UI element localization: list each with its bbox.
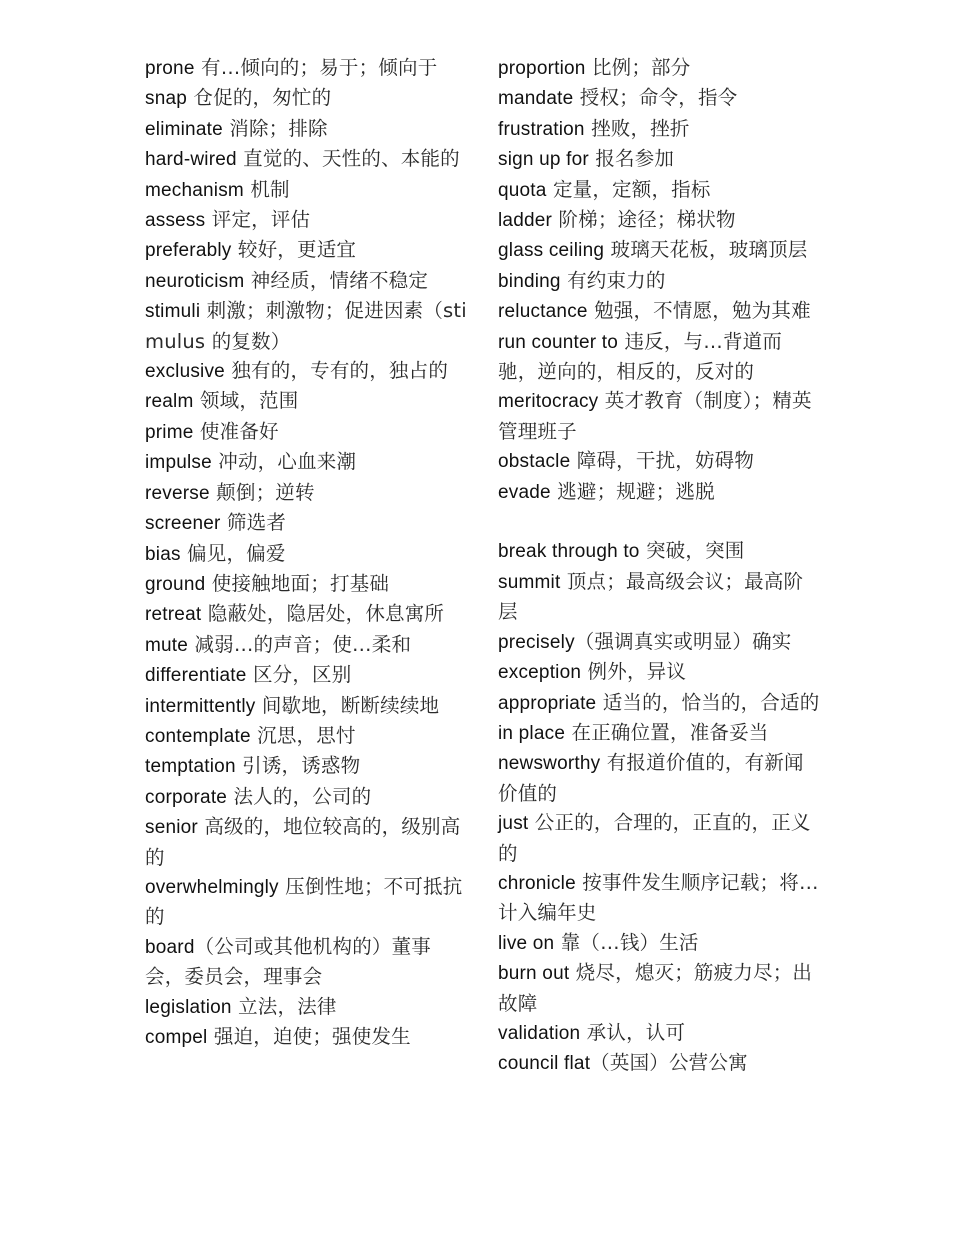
vocab-definition: 报名参加 (588, 147, 675, 171)
vocab-term: screener (145, 513, 221, 535)
vocab-term: validation (498, 1022, 581, 1044)
vocab-definition: 消除；排除 (222, 116, 328, 140)
vocab-definition: 挫败，挫折 (584, 116, 690, 140)
vocab-definition: 沉思，思忖 (250, 723, 356, 747)
vocab-term: burn out (498, 963, 570, 985)
vocab-entry (498, 446, 820, 476)
vocab-term: contemplate (145, 725, 251, 747)
vocab-entry (498, 627, 820, 657)
vocab-entry (498, 808, 820, 868)
vocab-entry (498, 1018, 820, 1048)
vocab-definition: 机制 (243, 177, 290, 201)
vocab-definition: 法人的，公司的 (227, 784, 372, 808)
vocab-term: ground (145, 573, 206, 595)
vocab-entry (498, 477, 820, 507)
vocab-term: corporate (145, 786, 228, 808)
vocab-term: preferably (145, 240, 232, 262)
vocab-definition: 隐蔽处，隐居处，休息寓所 (201, 602, 445, 626)
vocab-definition: 压倒性地；不可抵抗的 (145, 874, 463, 929)
right-column (498, 53, 820, 1079)
vocab-entry (498, 748, 820, 808)
vocab-definition: 评定，评估 (205, 208, 311, 232)
vocab-term: evade (498, 481, 551, 503)
vocab-entry (145, 812, 470, 872)
vocab-term: run counter to (498, 331, 619, 353)
vocab-term: neuroticism (145, 270, 245, 292)
vocab-entry (145, 1022, 470, 1052)
vocab-term: reluctance (498, 301, 588, 323)
vocab-definition: 立法，法律 (231, 994, 337, 1018)
vocab-entry (498, 175, 820, 205)
vocab-term: quota (498, 179, 547, 201)
vocab-definition: 使准备好 (193, 419, 279, 443)
vocab-term: prime (145, 421, 194, 443)
vocab-definition: 承认，认可 (580, 1020, 686, 1044)
vocab-term: stimuli (145, 301, 201, 323)
vocab-entry (145, 872, 470, 932)
vocab-term: proportion (498, 58, 586, 79)
vocab-term: just (498, 813, 529, 835)
vocab-term: break through to (498, 541, 640, 563)
vocab-definition: 强迫，迫使；强使发生 (207, 1025, 411, 1048)
vocab-term: meritocracy (498, 391, 599, 413)
vocab-entry (498, 657, 820, 687)
vocab-entry (145, 660, 470, 690)
vocab-term: senior (145, 817, 198, 839)
vocab-term: overwhelmingly (145, 876, 279, 898)
vocab-entry (498, 1048, 820, 1078)
vocab-term: exclusive (145, 361, 225, 383)
vocab-term: impulse (145, 452, 212, 474)
vocab-entry (145, 266, 470, 296)
vocab-definition: 有约束力的 (560, 268, 666, 292)
vocab-term: mute (145, 634, 189, 656)
vocab-term: prone (145, 58, 195, 79)
left-column (145, 53, 470, 1052)
vocab-term: retreat (145, 604, 202, 626)
vocab-entry (145, 569, 470, 599)
vocab-term: chronicle (498, 872, 576, 894)
vocab-definition: 筛选者 (220, 511, 287, 535)
vocab-definition: 有…倾向的；易于；倾向于 (194, 56, 438, 79)
vocab-definition: 按事件发生顺序记载；将…计入编年史 (498, 870, 819, 925)
vocab-definition: 比例；部分 (585, 56, 691, 79)
vocab-entry (145, 691, 470, 721)
vocab-definition: 例外，异议 (581, 660, 687, 684)
vocab-term: assess (145, 210, 206, 232)
vocab-entry (145, 114, 470, 144)
vocab-definition: 障碍，干扰，妨碍物 (570, 449, 755, 473)
vocab-entry (498, 114, 820, 144)
vocab-term: summit (498, 571, 561, 593)
vocab-definition: 减弱…的声音；使…柔和 (188, 632, 412, 656)
vocab-entry (498, 235, 820, 265)
vocab-entry (498, 144, 820, 174)
vocab-definition: 公正的，合理的，正直的，正义的 (498, 811, 811, 865)
vocab-entry (498, 205, 820, 235)
vocab-term: binding (498, 270, 561, 292)
vocab-definition: 有报道价值的，有新闻价值的 (498, 751, 804, 805)
vocab-term: glass ceiling (498, 240, 605, 262)
vocab-definition: 适当的，恰当的，合适的 (596, 690, 820, 714)
vocab-term: bias (145, 543, 181, 565)
vocab-entry (145, 53, 470, 83)
vocab-term: in place (498, 722, 566, 744)
vocab-entry (145, 205, 470, 235)
vocab-definition: 阶梯；途径；梯状物 (552, 208, 736, 232)
vocab-definition: 冲动，心血来潮 (211, 450, 357, 474)
vocab-definition: 顶点；最高级会议；最高阶层 (498, 569, 804, 624)
vocab-term: eliminate (145, 118, 223, 140)
vocab-entry (145, 508, 470, 538)
vocab-definition: 在正确位置，准备妥当 (565, 720, 769, 744)
vocab-entry (498, 266, 820, 296)
vocab-entry (145, 782, 470, 812)
vocab-entry (145, 83, 470, 113)
vocab-definition: 违反，与…背道而驰，逆向的，相反的，反对的 (498, 329, 783, 384)
vocab-entry (498, 718, 820, 748)
vocab-term: mandate (498, 88, 574, 110)
vocab-entry (498, 688, 820, 718)
vocab-definition: 勉强，不情愿，勉为其难 (587, 299, 811, 323)
vocab-term: legislation (145, 996, 232, 1018)
vocab-entry (145, 296, 470, 356)
vocab-term: temptation (145, 756, 236, 778)
vocab-entry (145, 721, 470, 751)
vocab-entry (498, 536, 820, 566)
vocab-entry (145, 417, 470, 447)
vocab-definition: 偏见，偏爱 (180, 541, 286, 565)
vocab-term: appropriate (498, 692, 597, 714)
vocab-definition: 烧尽，熄灭；筋疲力尽；出故障 (498, 961, 813, 1015)
vocab-definition: 神经质，情绪不稳定 (244, 268, 429, 292)
vocab-term: differentiate (145, 665, 247, 687)
vocab-entry (498, 83, 820, 113)
vocab-entry (145, 751, 470, 781)
vocab-entry (145, 992, 470, 1022)
vocab-term: precisely (498, 631, 575, 653)
vocab-entry (498, 868, 820, 928)
vocab-entry (498, 386, 820, 446)
vocab-term: council flat (498, 1053, 591, 1075)
vocab-term: newsworthy (498, 753, 601, 775)
vocab-definition: 较好，更适宜 (231, 238, 357, 262)
vocab-definition: 仓促的，匆忙的 (187, 86, 332, 110)
vocab-entry (498, 327, 820, 387)
vocab-entry (145, 356, 470, 386)
vocab-term: sign up for (498, 149, 589, 171)
vocab-definition: 直觉的、天性的、本能的 (236, 147, 460, 171)
vocab-definition: （公司或其他机构的）董事会，委员会，理事会 (145, 934, 432, 989)
vocab-entry (145, 175, 470, 205)
vocab-entry (145, 235, 470, 265)
vocab-entry (498, 53, 820, 83)
vocab-definition: 定量，定额，指标 (546, 177, 711, 201)
vocab-entry (498, 567, 820, 627)
vocab-definition: 玻璃天花板，玻璃顶层 (604, 238, 808, 262)
vocab-term: obstacle (498, 451, 571, 473)
vocab-definition: 高级的，地位较高的，级别高的 (145, 815, 461, 869)
vocab-definition: 区分，区别 (246, 663, 352, 687)
vocab-definition: 独有的，专有的，独占的 (224, 359, 449, 383)
vocab-definition: 逃避；规避；逃脱 (550, 479, 715, 503)
vocab-definition: 授权；命令，指令 (573, 86, 738, 110)
vocab-term: exception (498, 662, 582, 684)
vocab-term: mechanism (145, 179, 244, 201)
vocab-term: snap (145, 88, 188, 110)
vocab-term: hard-wired (145, 149, 237, 171)
vocab-term: reverse (145, 482, 210, 504)
vocab-definition: 英才教育（制度）；精英管理班子 (498, 389, 812, 443)
vocab-term: ladder (498, 210, 553, 232)
vocab-entry (498, 296, 820, 326)
vocab-definition: 靠（…钱）生活 (554, 930, 699, 954)
vocab-definition: （英国）公营公寓 (590, 1051, 748, 1075)
vocab-entry (145, 630, 470, 660)
vocab-definition: 刺激；刺激物；促进因素（stimulus 的复数） (145, 299, 467, 353)
vocab-entry (145, 539, 470, 569)
vocab-term: compel (145, 1027, 208, 1048)
vocab-term: intermittently (145, 695, 256, 717)
vocab-definition: 突破，突围 (639, 539, 745, 563)
vocab-term: realm (145, 391, 194, 413)
vocab-definition: 使接触地面；打基础 (205, 571, 390, 595)
vocab-term: frustration (498, 118, 585, 140)
vocab-definition: 引诱，诱惑物 (235, 754, 361, 778)
vocab-entry (145, 386, 470, 416)
vocab-definition: 间歇地，断断续续地 (255, 693, 440, 717)
vocab-entry (145, 478, 470, 508)
vocab-entry (145, 599, 470, 629)
vocab-entry (498, 958, 820, 1018)
vocab-definition: 领域，范围 (193, 389, 299, 413)
vocab-entry (145, 932, 470, 992)
vocab-term: live on (498, 932, 555, 954)
vocab-definition: 颠倒；逆转 (209, 480, 315, 504)
vocab-definition: （强调真实或明显）确实 (574, 629, 792, 653)
vocab-term: board (145, 936, 195, 958)
vocab-entry (498, 928, 820, 958)
vocab-entry (145, 447, 470, 477)
vocab-entry (145, 144, 470, 174)
